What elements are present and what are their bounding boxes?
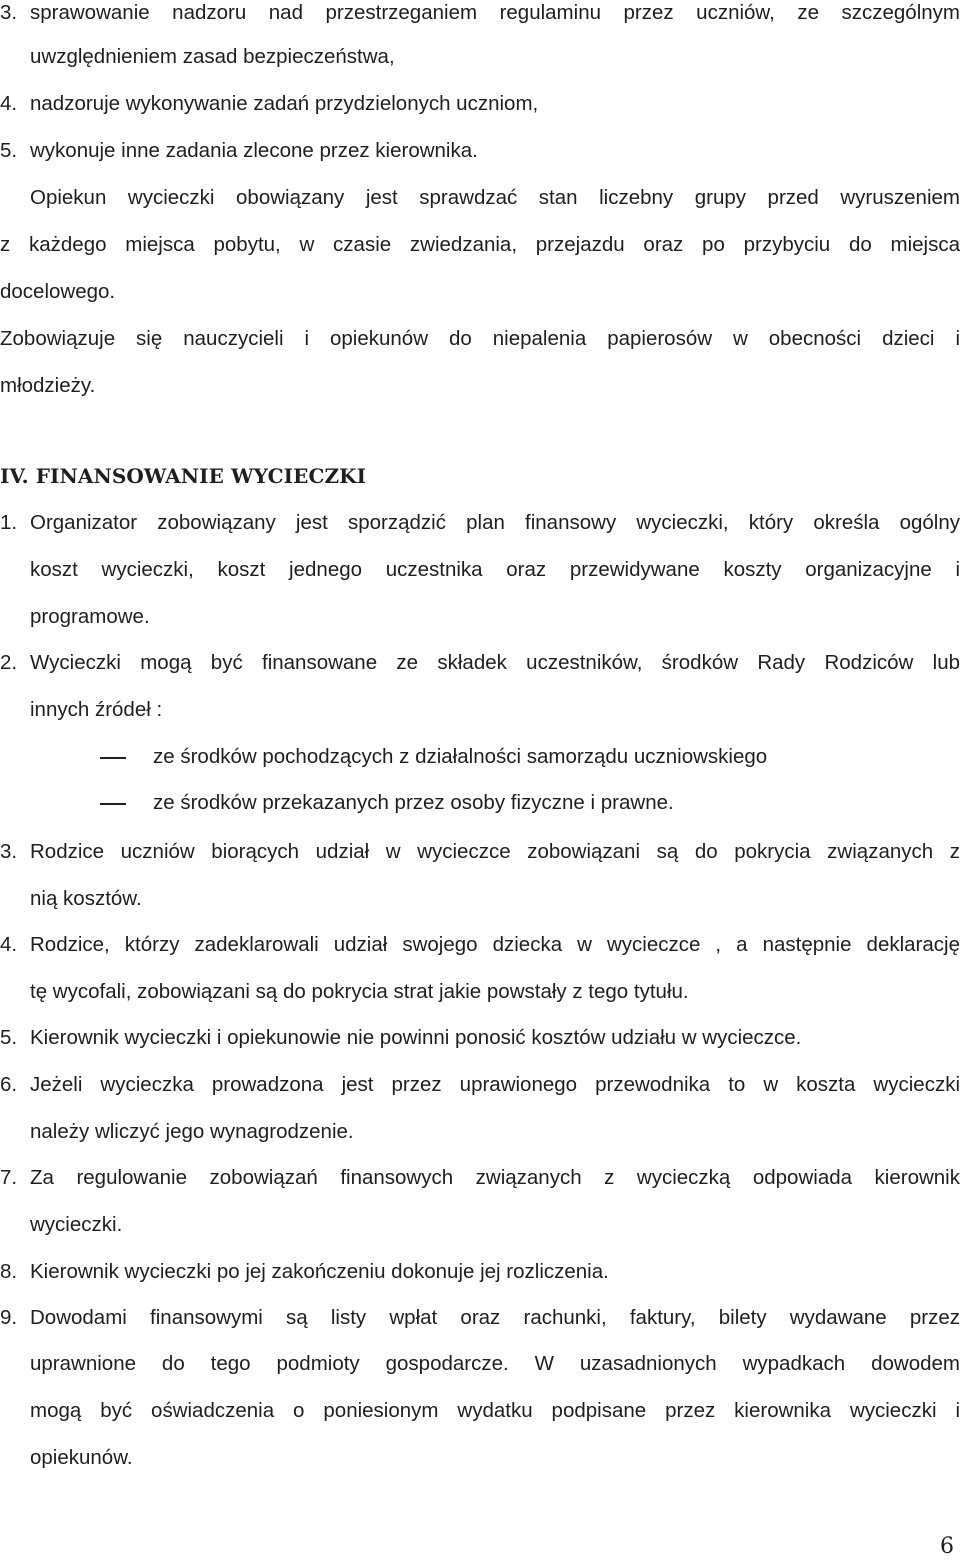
list-item-text: Za regulowanie zobowiązań finansowych związanych z wycieczką odpowiada kierownik (30, 1166, 960, 1189)
list-item-text: Kierownik wycieczki po jej zakończeniu dokonuje jej rozliczenia. (30, 1260, 609, 1283)
list-number: 5. (0, 1026, 18, 1049)
list-item-text: programowe. (30, 605, 150, 628)
list-number: 6. (0, 1073, 18, 1096)
dash-bullet (100, 803, 126, 805)
list-number: 4. (0, 92, 18, 115)
list-item-text: innych źródeł : (30, 698, 163, 721)
list-item-text: Dowodami finansowymi są listy wpłat oraz rachunki, faktury, bilety wydawane przez (30, 1306, 960, 1329)
bullet-text: ze środków pochodzących z działalności samorządu uczniowskiego (153, 745, 768, 768)
list-item-text: uwzględnieniem zasad bezpieczeństwa, (30, 45, 395, 68)
page-number: 6 (940, 1534, 954, 1559)
list-number: 3. (0, 840, 18, 863)
dash-bullet (100, 757, 126, 759)
list-number: 3. (0, 1, 18, 24)
list-number: 8. (0, 1260, 18, 1283)
list-number: 7. (0, 1166, 18, 1189)
list-number: 2. (0, 651, 18, 674)
list-item-text: nią kosztów. (30, 887, 142, 910)
list-item-text: Kierownik wycieczki i opiekunowie nie powinni ponosić kosztów udziału w wycieczce. (30, 1026, 802, 1049)
list-item-text: nadzoruje wykonywanie zadań przydzielonych uczniom, (30, 92, 539, 115)
list-item-text: Organizator zobowiązany jest sporządzić plan finansowy wycieczki, który określa ogólny (30, 511, 960, 534)
list-number: 9. (0, 1306, 18, 1329)
list-item-text: Wycieczki mogą być finansowane ze składek uczestników, środków Rady Rodziców lub (30, 651, 960, 674)
list-item-text: sprawowanie nadzoru nad przestrzeganiem regulaminu przez uczniów, ze szczególnym (30, 1, 960, 24)
list-item-text: Jeżeli wycieczka prowadzona jest przez uprawionego przewodnika to w koszta wycieczki (30, 1073, 960, 1096)
paragraph-line: młodzieży. (0, 374, 96, 397)
list-item-text: wykonuje inne zadania zlecone przez kierownika. (30, 139, 478, 162)
list-number: 4. (0, 933, 18, 956)
list-item-text: mogą być oświadczenia o poniesionym wydatku podpisane przez kierownika wycieczki i (30, 1399, 960, 1422)
list-item-text: tę wycofali, zobowiązani są do pokrycia strat jakie powstały z tego tytułu. (30, 980, 689, 1003)
bullet-text: ze środków przekazanych przez osoby fizyczne i prawne. (153, 791, 674, 814)
list-item-text: Rodzice uczniów biorących udział w wycieczce zobowiązani są do pokrycia związanych z (30, 840, 960, 863)
list-item-text: uprawnione do tego podmioty gospodarcze. W uzasadnionych wypadkach dowodem (30, 1352, 960, 1375)
list-item-text: Rodzice, którzy zadeklarowali udział swojego dziecka w wycieczce , a następnie deklarację (30, 933, 960, 956)
list-item-text: opiekunów. (30, 1446, 133, 1469)
list-item-text: koszt wycieczki, koszt jednego uczestnika oraz przewidywane koszty organizacyjne i (30, 558, 960, 581)
list-item-text: należy wliczyć jego wynagrodzenie. (30, 1120, 354, 1143)
paragraph-line: docelowego. (0, 280, 116, 303)
section-heading: IV. FINANSOWANIE WYCIECZKI (0, 464, 367, 488)
list-item-text: wycieczki. (30, 1213, 123, 1236)
paragraph-line: Opiekun wycieczki obowiązany jest sprawdzać stan liczebny grupy przed wyruszeniem (30, 186, 960, 209)
paragraph-line: z każdego miejsca pobytu, w czasie zwiedzania, przejazdu oraz po przybyciu do miejsca (0, 233, 960, 256)
list-number: 1. (0, 511, 18, 534)
list-number: 5. (0, 139, 18, 162)
paragraph-line: Zobowiązuje się nauczycieli i opiekunów do niepalenia papierosów w obecności dzieci i (0, 327, 960, 350)
